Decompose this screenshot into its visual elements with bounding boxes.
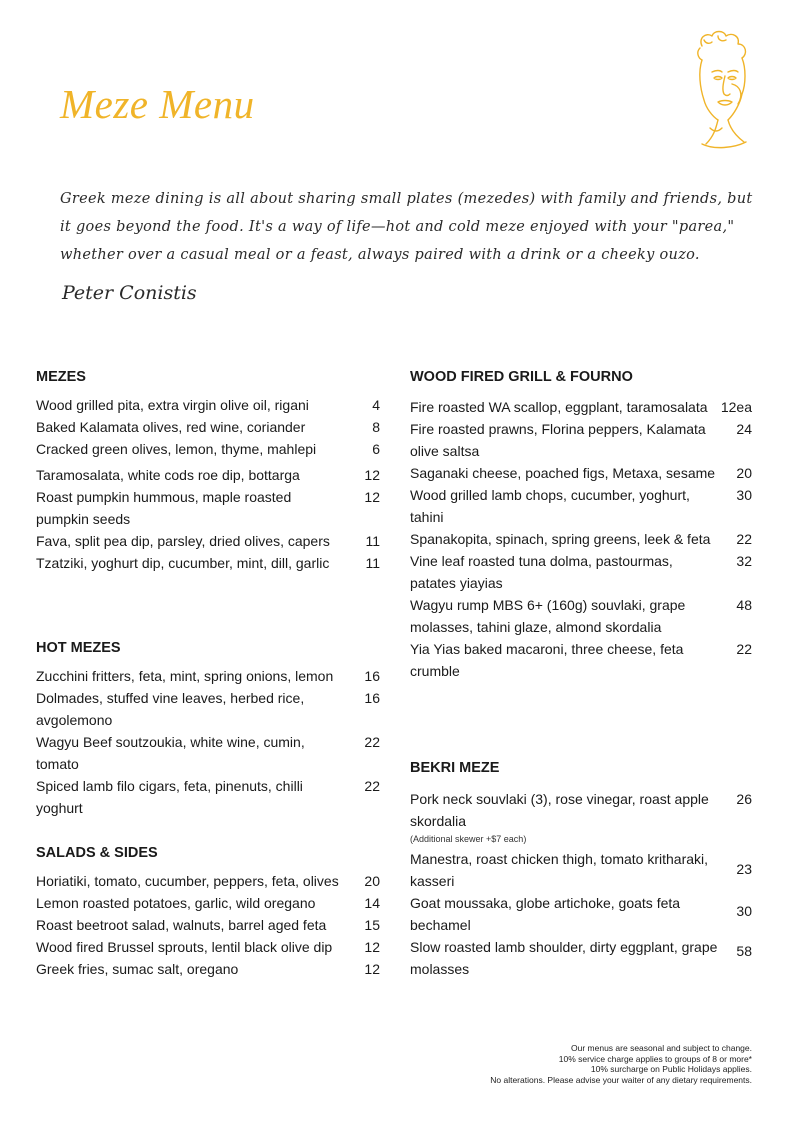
item-price: 12 — [364, 467, 380, 483]
item-price: 22 — [736, 531, 752, 547]
additional-skewer-note: (Additional skewer +$7 each) — [410, 834, 527, 844]
item-price: 58 — [736, 943, 752, 959]
menu-item — [36, 416, 380, 438]
menu-item — [36, 687, 380, 731]
item-name: Tzatziki, yoghurt dip, cucumber, mint, dill, garlic — [36, 555, 330, 571]
item-name: Greek fries, sumac salt, oregano — [36, 961, 239, 977]
item-name: Wood fired Brussel sprouts, lentil black olive dip — [36, 939, 333, 955]
item-name: Manestra, roast chicken thigh, tomato kritharaki, kasseri — [410, 851, 709, 889]
item-name: Slow roasted lamb shoulder, dirty eggplant, grape molasses — [410, 939, 718, 977]
menu-item — [36, 464, 380, 486]
menu-item — [36, 958, 380, 980]
item-name: Saganaki cheese, poached figs, Metaxa, sesame — [410, 465, 716, 481]
menu-item — [36, 665, 380, 687]
footer-line: 10% service charge applies to groups of 8 or more* — [558, 1053, 752, 1064]
menu-item — [410, 484, 752, 528]
menu-item — [410, 528, 752, 550]
menu-item — [410, 892, 752, 936]
item-price: 12 — [364, 961, 380, 977]
section-title: MEZES — [36, 369, 86, 385]
menu-item — [410, 638, 752, 682]
menu-item — [36, 870, 380, 892]
item-name: Vine leaf roasted tuna dolma, pastourmas, patates yiayias — [410, 553, 673, 591]
menu-item — [36, 438, 380, 460]
footer-line: 10% surcharge on Public Holidays applies. — [590, 1064, 752, 1074]
menu-item — [36, 552, 380, 574]
item-name: Taramosalata, white cods roe dip, bottarga — [36, 467, 300, 483]
item-price: 12 — [364, 489, 380, 505]
item-price: 30 — [736, 487, 752, 503]
item-name: Wagyu Beef soutzoukia, white wine, cumin, tomato — [36, 734, 305, 772]
item-price: 24 — [736, 421, 752, 437]
item-price: 22 — [364, 778, 380, 794]
item-price: 15 — [364, 917, 380, 933]
item-price: 32 — [736, 553, 752, 569]
item-price: 12ea — [720, 399, 752, 415]
item-name: Baked Kalamata olives, red wine, coriander — [36, 419, 306, 435]
chef-signature: Peter Conistis — [62, 282, 197, 304]
menu-item — [410, 848, 752, 892]
footer-line: Our menus are seasonal and subject to change. — [571, 1043, 752, 1053]
menu-item — [36, 892, 380, 914]
menu-item — [410, 550, 752, 594]
item-price: 14 — [364, 895, 380, 911]
item-price: 26 — [736, 791, 752, 807]
item-price: 16 — [364, 668, 380, 684]
section-title: BEKRI MEZE — [410, 760, 500, 776]
item-name: Zucchini fritters, feta, mint, spring onions, lemon — [36, 668, 334, 684]
item-name: Fire roasted WA scallop, eggplant, taramosalata — [410, 399, 708, 415]
menu-item — [36, 936, 380, 958]
item-price: 20 — [364, 873, 380, 889]
item-name: Wood grilled lamb chops, cucumber, yoghurt, tahini — [410, 487, 690, 525]
item-name: Lemon roasted potatoes, garlic, wild oregano — [36, 895, 316, 911]
menu-title: Meze Menu — [60, 81, 255, 127]
menu-item — [36, 731, 380, 775]
menu-item — [410, 936, 752, 980]
item-price: 30 — [736, 903, 752, 919]
item-price: 23 — [736, 861, 752, 877]
item-name: Spiced lamb filo cigars, feta, pinenuts, chilli yoghurt — [36, 778, 303, 816]
item-price: 6 — [372, 441, 380, 457]
item-price: 11 — [365, 533, 380, 549]
section-title: HOT MEZES — [36, 640, 121, 656]
item-name: Fava, split pea dip, parsley, dried olives, capers — [36, 533, 330, 549]
grill-section — [410, 366, 752, 682]
menu-item — [410, 462, 752, 484]
item-name: Pork neck souvlaki (3), rose vinegar, roast apple skordalia — [410, 791, 709, 829]
item-price: 22 — [736, 641, 752, 657]
menu-item — [410, 788, 752, 832]
menu-item — [410, 594, 752, 638]
footer-notes — [490, 1043, 752, 1085]
menu-item — [36, 486, 380, 530]
item-price: 20 — [736, 465, 752, 481]
menu-item — [36, 775, 380, 819]
item-name: Dolmades, stuffed vine leaves, herbed rice, avgolemono — [36, 690, 305, 728]
item-name: Horiatiki, tomato, cucumber, peppers, feta, olives — [36, 873, 339, 889]
menu-item — [410, 418, 752, 462]
hot-mezes-section — [36, 637, 380, 819]
item-name: Goat moussaka, globe artichoke, goats feta bechamel — [410, 895, 681, 933]
section-title: SALADS & SIDES — [36, 845, 158, 861]
item-name: Roast pumpkin hummous, maple roasted pumpkin seeds — [36, 489, 292, 527]
item-price: 22 — [364, 734, 380, 750]
footer-line: No alterations. Please advise your waiter of any dietary requirements. — [490, 1074, 752, 1085]
menu-item — [36, 914, 380, 936]
menu-item — [410, 396, 752, 418]
item-price: 12 — [364, 939, 380, 955]
item-price: 4 — [372, 397, 380, 413]
item-name: Wagyu rump MBS 6+ (160g) souvlaki, grape molasses, tahini glaze, almond skordalia — [410, 597, 686, 635]
item-name: Yia Yias baked macaroni, three cheese, feta crumble — [410, 641, 684, 679]
item-price: 48 — [736, 597, 752, 613]
section-title: WOOD FIRED GRILL & FOURNO — [410, 369, 633, 385]
item-price: 16 — [364, 690, 380, 706]
item-name: Roast beetroot salad, walnuts, barrel aged feta — [36, 917, 327, 933]
greek-statue-head-icon — [688, 28, 752, 150]
item-name: Wood grilled pita, extra virgin olive oil, rigani — [36, 397, 309, 413]
item-name: Fire roasted prawns, Florina peppers, Kalamata olive saltsa — [410, 421, 706, 459]
menu-item — [36, 394, 380, 416]
salads-section — [36, 842, 380, 980]
item-name: Cracked green olives, lemon, thyme, mahlepi — [36, 441, 317, 457]
item-name: Spanakopita, spinach, spring greens, leek & feta — [410, 531, 711, 547]
item-price: 11 — [365, 555, 380, 571]
item-price: 8 — [372, 419, 380, 435]
mezes-section — [36, 366, 380, 574]
bekri-meze-section — [410, 757, 752, 980]
menu-item — [36, 530, 380, 552]
intro-paragraph: Greek meze dining is all about sharing small plates (mezedes) with family and friends, but it goes beyond the food. It's a way of life—hot and cold meze enjoyed with your "parea," whether over a casual meal or a feast, always paired with a drink or a cheeky ouzo. — [60, 191, 753, 263]
